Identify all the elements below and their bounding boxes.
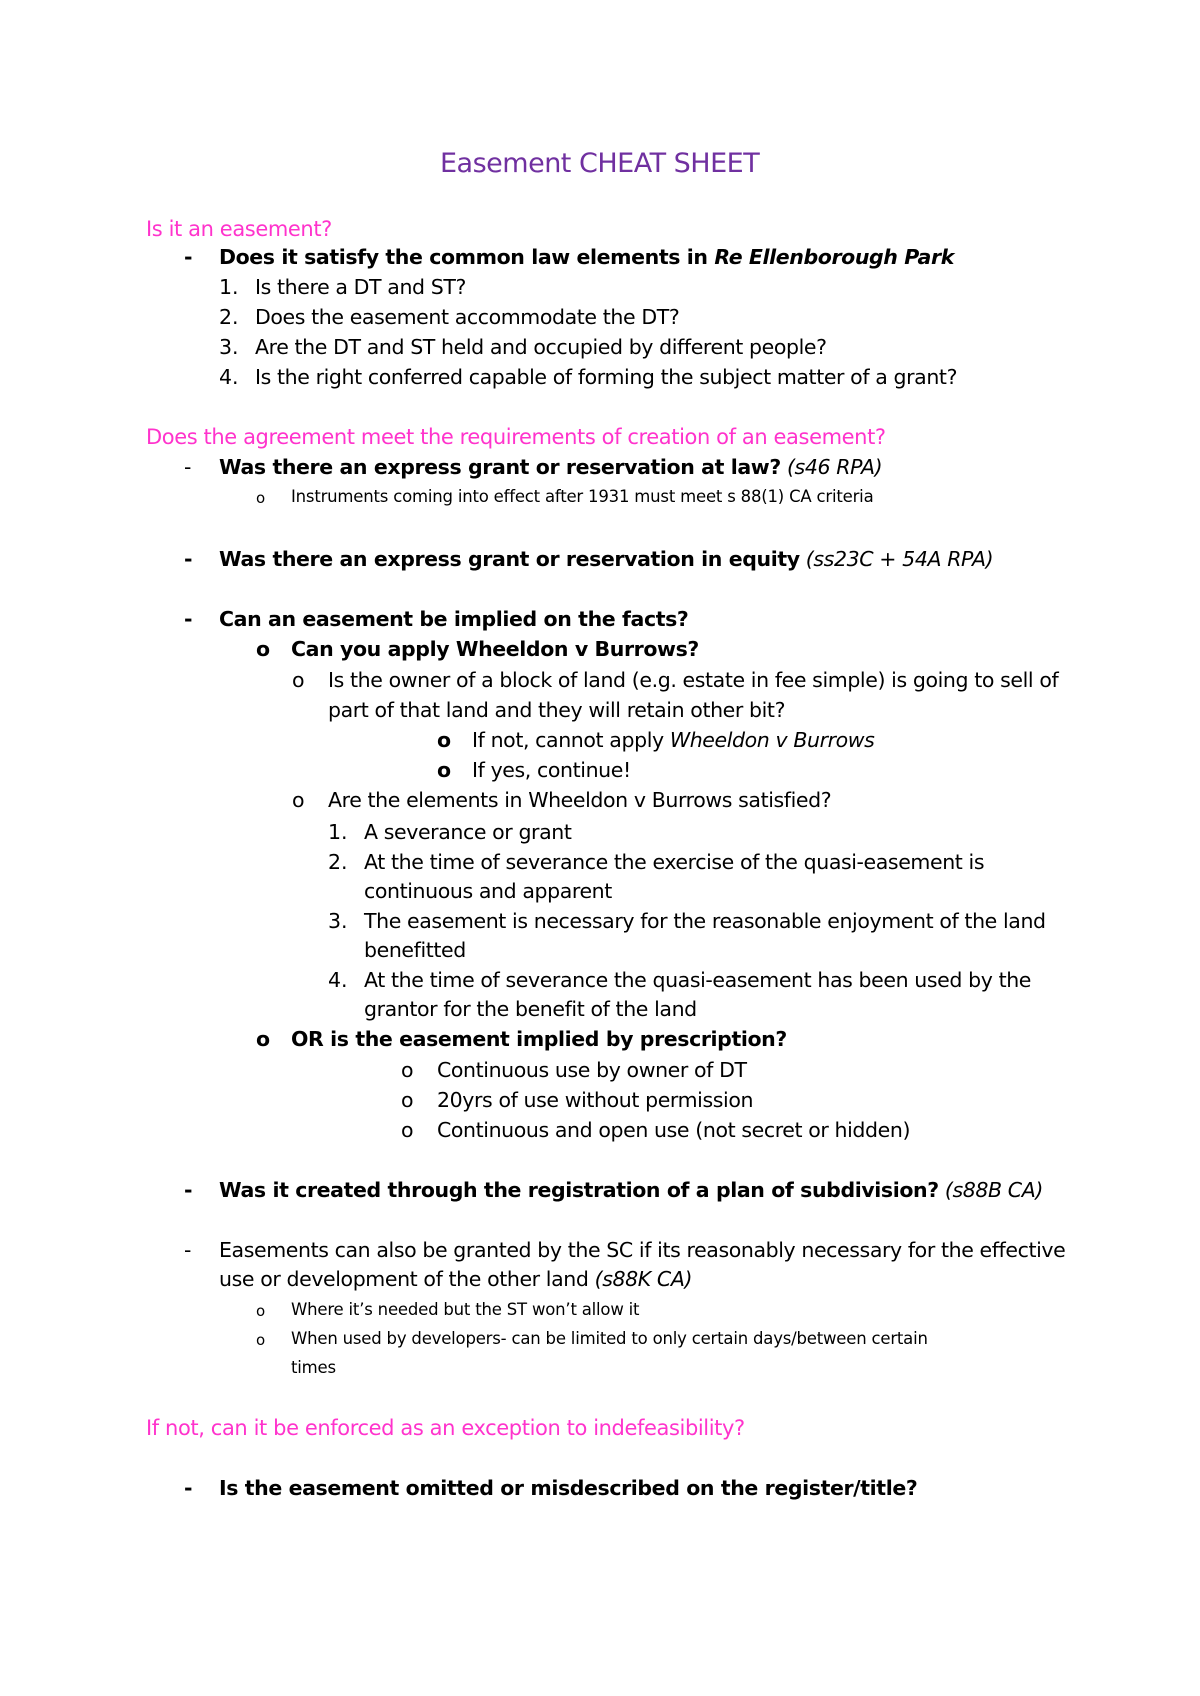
- sub-item: Is the owner of a block of land (e.g. estate in fee simple) is going to sell of: [328, 668, 1059, 692]
- sc-note-cont: [219, 1265, 692, 1293]
- element-item: A severance or grant: [364, 820, 572, 844]
- element-item-cont: grantor for the benefit of the land: [364, 997, 697, 1021]
- sub-sub-item: If yes, continue!: [472, 758, 631, 782]
- prescription-item: 20yrs of use without permission: [437, 1088, 754, 1112]
- statute-reference: (s88K CA): [594, 1267, 693, 1291]
- item-text: If not, cannot apply: [472, 728, 670, 752]
- number-marker: 3.: [219, 335, 239, 359]
- number-marker: 4.: [328, 968, 348, 992]
- page-title: Easement CHEAT SHEET: [440, 148, 760, 179]
- dash-bullet: -: [184, 1178, 193, 1202]
- dash-bullet: -: [184, 455, 192, 479]
- circle-bullet: o: [256, 637, 271, 661]
- sub-item-cont: part of that land and they will retain other bit?: [328, 698, 786, 722]
- number-marker: 1.: [219, 275, 239, 299]
- sc-sub-item: Where it’s needed but the ST won’t allow it: [291, 1300, 640, 1319]
- list-item: Is the right conferred capable of forming the subject matter of a grant?: [255, 365, 958, 389]
- element-item-cont: benefitted: [364, 938, 466, 962]
- question-omitted: Is the easement omitted or misdescribed on the register/title?: [219, 1476, 918, 1500]
- sc-note: Easements can also be granted by the SC if its reasonably necessary for the effective: [219, 1238, 1066, 1262]
- case-name: Wheeldon v Burrows: [669, 728, 875, 752]
- sc-sub-item: When used by developers- can be limited to only certain days/between certain: [291, 1329, 928, 1348]
- sc-sub-item-cont: times: [291, 1358, 336, 1377]
- element-item: At the time of severance the quasi-easement has been used by the: [364, 968, 1032, 992]
- question-text: Was there an express grant or reservation at law?: [219, 455, 781, 479]
- question-express-law: [219, 453, 882, 481]
- statute-reference: (s88B CA): [938, 1178, 1043, 1202]
- question-text: Was there an express grant or reservation in equity: [219, 547, 800, 571]
- list-item: Does the easement accommodate the DT?: [255, 305, 680, 329]
- circle-bullet: o: [437, 758, 452, 782]
- prescription-item: Continuous use by owner of DT: [437, 1058, 747, 1082]
- dash-bullet: -: [184, 1238, 192, 1262]
- question-text: Does it satisfy the common law elements in: [219, 245, 715, 269]
- circle-bullet: o: [256, 1302, 266, 1320]
- number-marker: 4.: [219, 365, 239, 389]
- circle-bullet: o: [401, 1058, 414, 1082]
- section-heading-is-easement: Is it an easement?: [146, 217, 332, 241]
- prescription-item: Continuous and open use (not secret or hidden): [437, 1118, 911, 1142]
- circle-bullet: o: [437, 728, 452, 752]
- circle-bullet: o: [256, 1027, 271, 1051]
- section-heading-creation: Does the agreement meet the requirements of creation of an easement?: [146, 425, 886, 449]
- sub-item: Instruments coming into effect after 1931 must meet s 88(1) CA criteria: [291, 487, 874, 506]
- list-item: Is there a DT and ST?: [255, 275, 466, 299]
- element-item-cont: continuous and apparent: [364, 879, 612, 903]
- dash-bullet: -: [184, 547, 193, 571]
- element-item: At the time of severance the exercise of the quasi-easement is: [364, 850, 985, 874]
- number-marker: 2.: [328, 850, 348, 874]
- circle-bullet: o: [256, 489, 266, 507]
- number-marker: 3.: [328, 909, 348, 933]
- statute-reference: (ss23C + 54A RPA): [799, 547, 994, 571]
- note-text: use or development of the other land: [219, 1267, 595, 1291]
- case-name: Re Ellenborough Park: [714, 245, 954, 269]
- circle-bullet: o: [292, 668, 305, 692]
- sub-sub-item: [472, 726, 874, 754]
- list-item: Are the DT and ST held and occupied by different people?: [255, 335, 827, 359]
- question-text: Was it created through the registration of a plan of subdivision?: [219, 1178, 939, 1202]
- dash-bullet: -: [184, 1476, 193, 1500]
- number-marker: 1.: [328, 820, 348, 844]
- dash-bullet: -: [184, 607, 193, 631]
- circle-bullet: o: [401, 1088, 414, 1112]
- circle-bullet: o: [292, 788, 305, 812]
- statute-reference: (s46 RPA): [780, 455, 883, 479]
- section-heading-indefeasibility: If not, can it be enforced as an exception to indefeasibility?: [146, 1416, 745, 1440]
- dash-bullet: -: [184, 245, 193, 269]
- question-wheeldon: Can you apply Wheeldon v Burrows?: [291, 637, 699, 661]
- question-express-equity: [219, 545, 993, 573]
- circle-bullet: o: [401, 1118, 414, 1142]
- sub-item: Are the elements in Wheeldon v Burrows satisfied?: [328, 788, 832, 812]
- question-subdivision: [219, 1176, 1043, 1204]
- number-marker: 2.: [219, 305, 239, 329]
- question-prescription: OR is the easement implied by prescription?: [291, 1027, 787, 1051]
- element-item: The easement is necessary for the reasonable enjoyment of the land: [364, 909, 1046, 933]
- circle-bullet: o: [256, 1331, 266, 1349]
- question-implied: Can an easement be implied on the facts?: [219, 607, 689, 631]
- question-common-law: [219, 243, 954, 271]
